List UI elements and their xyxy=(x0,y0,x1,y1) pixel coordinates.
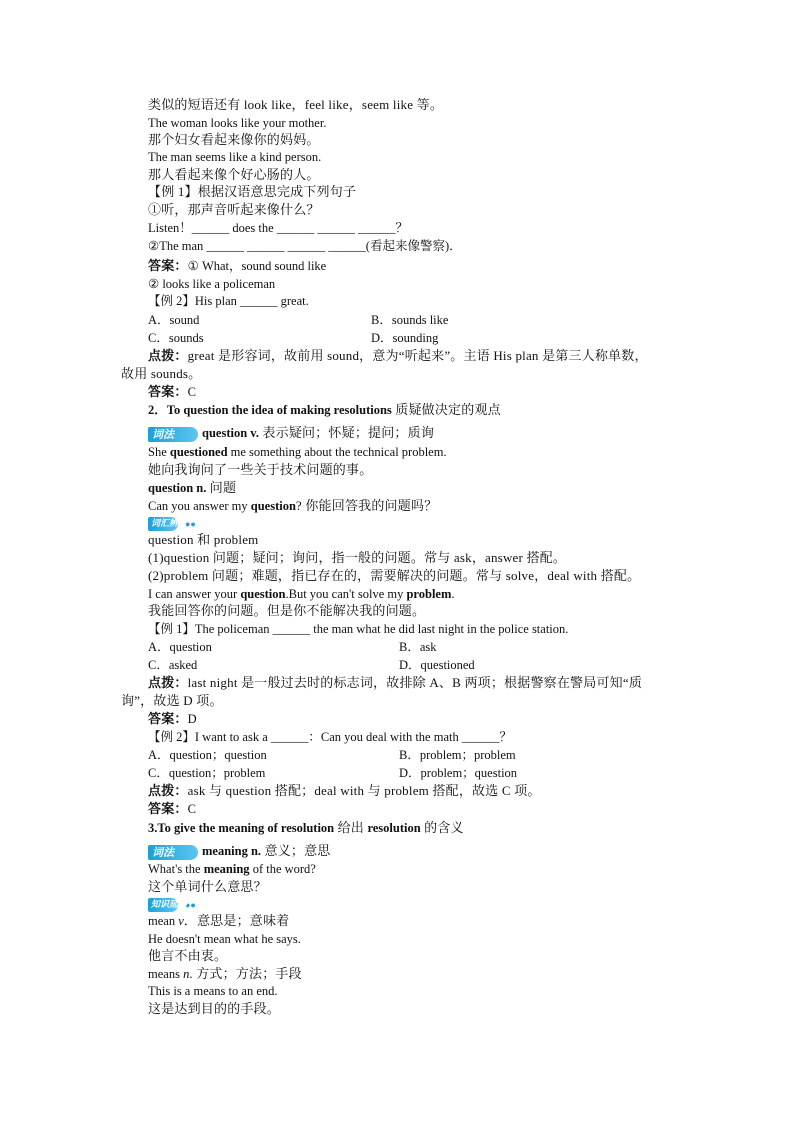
text-line: (2)problem 问题；难题，指已存在的，需要解决的问题。常与 solve，deal with 搭配。 xyxy=(148,568,641,583)
answer-line xyxy=(148,383,196,401)
text-line: 那人看起来像个好心肠的人。 xyxy=(148,167,320,182)
option-a: A．sound xyxy=(148,313,200,327)
knowledge-extension-tag-icon: 知识延伸 xyxy=(148,898,178,912)
option-row: C．question；problem D．problem；question xyxy=(148,766,518,780)
vocab-entry: mean v．意思是；意味着 xyxy=(148,913,290,928)
option-row: C．asked D．questioned xyxy=(148,658,475,672)
text-line: 我能回答你的问题。但是你不能解决我的问题。 xyxy=(148,603,426,618)
answer-line: ② looks like a policeman xyxy=(148,277,276,291)
hint-text: great 是形容词，故前用 sound，意为“听起来”。主语 His plan 是第三人称单数， xyxy=(187,348,648,363)
section-heading: 3.To give the meaning of resolution 给出 resolution 的含义 xyxy=(148,820,464,835)
answer-line: 答案：C xyxy=(148,801,196,816)
exercise-line: Listen！______ does the ______ ______ ______？ xyxy=(148,221,409,235)
cifa-tag-icon: 词法 xyxy=(148,845,198,860)
hint-line: 点拨：last night 是一般过去时的标志词，故排除 A、B 两项；根据警察在警局可知“质 xyxy=(148,675,643,690)
example-heading: 【例 1】根据汉语意思完成下列句子 xyxy=(148,184,357,199)
answer-line xyxy=(148,257,326,275)
text-line: (1)question 问题；疑问；询问，指一般的问题。常与 ask，answer 搭配。 xyxy=(148,550,567,565)
example-heading: 【例 2】His plan ______ great. xyxy=(148,294,309,308)
section-heading xyxy=(148,401,501,419)
hint-label: 点拨： xyxy=(148,675,188,690)
hint-line: 询”，故选 D 项。 xyxy=(121,693,223,708)
answer-text: C xyxy=(187,385,196,399)
hint-label: 点拨： xyxy=(148,783,188,798)
vocab-entry: 词法 meaning n. 意义；意思 xyxy=(148,842,331,860)
option-row: A．question B．ask xyxy=(148,640,437,654)
text-line: 这个单词什么意思？ xyxy=(148,879,267,894)
example-heading: 【例 2】I want to ask a ______：Can you deal with the math ______？ xyxy=(148,730,512,744)
example-heading: 【例 1】The policeman ______ the man what he did last night in the police station. xyxy=(148,622,569,636)
text-line: 类似的短语还有 look like，feel like，seem like 等。 xyxy=(148,97,444,112)
option-row xyxy=(148,311,449,329)
hint-line: 点拨：ask 与 question 搭配；deal with 与 problem 搭配，故选 C 项。 xyxy=(148,783,541,798)
text-line: 那个妇女看起来像你的妈妈。 xyxy=(148,132,320,147)
text-line: What's the meaning of the word? xyxy=(148,862,316,876)
option-row xyxy=(148,329,439,347)
text-line: 他言不由衷。 xyxy=(148,948,228,963)
cifa-tag-icon: 词法 xyxy=(148,427,198,442)
option-c: C．sounds xyxy=(148,331,204,345)
text-line: The woman looks like your mother. xyxy=(148,116,327,130)
section-title: 2．To question the idea of making resolutions xyxy=(148,403,392,417)
text-line: question 和 problem xyxy=(148,532,259,547)
hint-label: 点拨： xyxy=(148,348,188,363)
word-analysis-tag-icon: 词汇辨析 xyxy=(148,517,178,531)
vocab-word: question v. xyxy=(202,426,259,440)
exercise-line: ②The man ______ ______ ______ ______(看起来像警察)． xyxy=(148,239,462,253)
text-line: ①听，那声音听起来像什么？ xyxy=(148,202,320,217)
hint-line xyxy=(148,347,648,365)
answer-text: ① What，sound sound like xyxy=(187,259,327,273)
vocab-entry xyxy=(148,424,434,442)
section-title-cn: 质疑做决定的观点 xyxy=(391,402,501,417)
text-line: This is a means to an end. xyxy=(148,984,278,998)
text-line: Can you answer my question? 你能回答我的问题吗？ xyxy=(148,498,438,513)
dots-icon: ●● xyxy=(185,900,196,911)
option-row: A．question；question B．problem；problem xyxy=(148,748,516,762)
option-b: B．sounds like xyxy=(371,313,449,327)
vocab-meaning: 表示疑问；怀疑；提问；质询 xyxy=(258,425,435,440)
answer-label: 答案： xyxy=(148,258,188,273)
vocab-entry: question n. 问题 xyxy=(148,480,237,495)
answer-line: 答案：D xyxy=(148,711,197,726)
text-line: I can answer your question.But you can't solve my problem. xyxy=(148,587,455,601)
dots-icon: ●● xyxy=(185,519,196,530)
text-line: The man seems like a kind person. xyxy=(148,150,322,164)
text-line: 她向我询问了一些关于技术问题的事。 xyxy=(148,462,373,477)
hint-line: 故用 sounds。 xyxy=(121,366,202,381)
vocab-entry: means n. 方式；方法；手段 xyxy=(148,966,302,981)
text-line: She questioned me something about the technical problem. xyxy=(148,445,447,459)
text-line: 这是达到目的的手段。 xyxy=(148,1001,281,1016)
answer-label: 答案： xyxy=(148,384,188,399)
option-d: D．sounding xyxy=(371,331,439,345)
text-line: He doesn't mean what he says. xyxy=(148,932,301,946)
